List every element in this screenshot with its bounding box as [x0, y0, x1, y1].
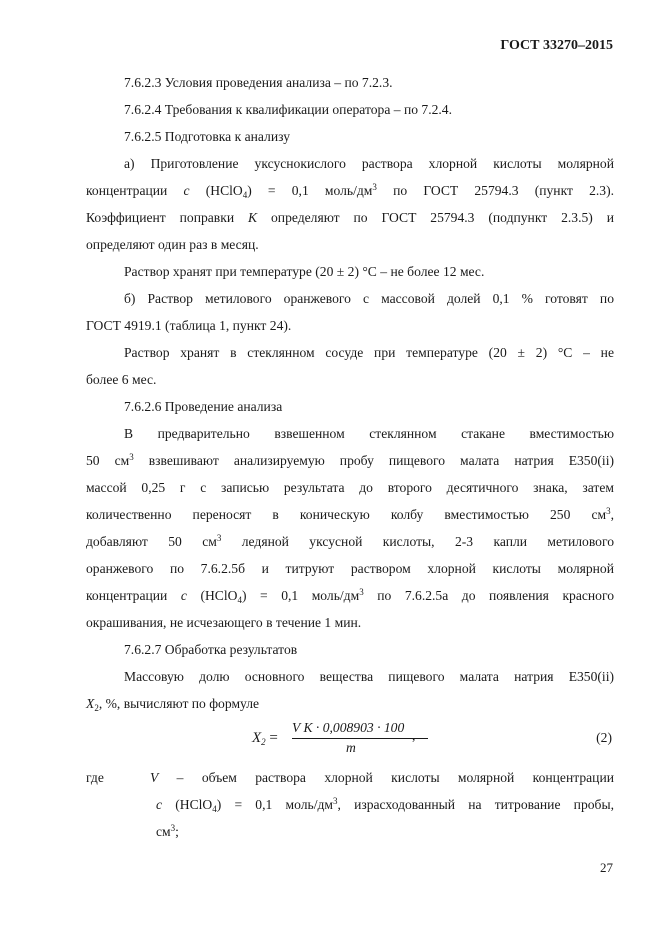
text-line: 7.6.2.6 Проведение анализа	[124, 399, 283, 414]
text-line: концентрации c (HClO$_4$) = 0,1 моль/$дм^3$ по 7.6.2.5а до появления красного	[86, 587, 615, 605]
text-line: оранжевого по 7.6.2.5б и титруют раствором хлорной кислоты молярной	[86, 561, 614, 576]
where-definition-line: c (HClO$_4$) = 0,1 моль/$дм^3$, израсходованный на титрование пробы,	[156, 796, 614, 814]
text-line: 7.6.2.5 Подготовка к анализу	[124, 129, 290, 144]
text-line: б) Раствор метилового оранжевого с массовой долей 0,1 % готовят по	[124, 291, 614, 306]
document-header: ГОСТ 33270–2015	[500, 38, 613, 53]
text-line: а) Приготовление уксуснокислого раствора хлорной кислоты молярной	[124, 156, 614, 171]
formula-numerator: V K · 0,008903 · 100	[292, 720, 405, 735]
text-line: 7.6.2.7 Обработка результатов	[124, 642, 298, 657]
text-line: более 6 мес.	[86, 372, 157, 387]
text-line: 7.6.2.4 Требования к квалификации оператора – по 7.2.4.	[124, 102, 453, 117]
text-line: 50 $см^3$ взвешивают анализируемую пробу пищевого малата натрия Е350(ii)	[86, 452, 614, 468]
page-number: 27	[600, 860, 613, 875]
text-line: 7.6.2.3 Условия проведения анализа – по 7.2.3.	[124, 75, 393, 90]
where-word: где	[86, 770, 104, 785]
formula-number: (2)	[596, 730, 612, 745]
formula	[252, 718, 612, 758]
text-line: окрашивания, не исчезающего в течение 1 мин.	[86, 615, 362, 630]
where-definition-line: V – объем раствора хлорной кислоты молярной концентрации	[150, 770, 614, 785]
text-line: массой 0,25 г с записью результата до второго десятичного знака, затем	[86, 480, 614, 495]
text-line: ГОСТ 4919.1 (таблица 1, пункт 24).	[86, 318, 292, 333]
text-line: В предварительно взвешенном стеклянном стакане вместимостью	[124, 426, 614, 441]
text-line: концентрации c (HClO$_4$) = 0,1 моль/$дм^3$ по ГОСТ 25794.3 (пункт 2.3).	[86, 182, 615, 200]
text-line: количественно переносят в коническую колбу вместимостью 250 $см^3$,	[86, 506, 614, 522]
text-line: Массовую долю основного вещества пищевого малата натрия Е350(ii)	[124, 669, 614, 684]
text-line: добавляют 50 $см^3$ ледяной уксусной кислоты, 2-3 капли метилового	[86, 533, 614, 549]
text-line: Раствор хранят в стеклянном сосуде при температуре (20 ± 2) °С – не	[124, 345, 614, 360]
fraction-bar	[292, 738, 428, 739]
where-definition-line: $см^3$;	[156, 823, 179, 839]
formula-comma: ,	[412, 728, 416, 743]
text-line: $X_2$, %, вычисляют по формуле	[86, 696, 260, 713]
text-line: Коэффициент поправки K определяют по ГОСТ 25794.3 (подпункт 2.3.5) и	[86, 210, 614, 225]
text-line: Раствор хранят при температуре (20 ± 2) °С – не более 12 мес.	[124, 264, 485, 279]
text-line: определяют один раз в месяц.	[86, 237, 259, 252]
formula-denominator: m	[346, 740, 356, 755]
formula-lhs: $X_2$ =	[252, 730, 278, 747]
